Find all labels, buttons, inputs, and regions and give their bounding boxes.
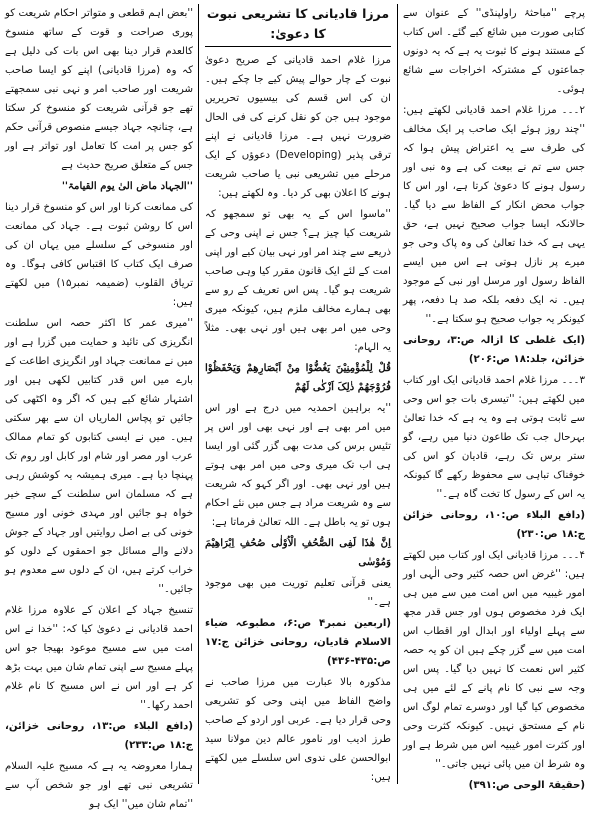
middle-column [205, 4, 391, 784]
paragraph: پرچے ''مباحثۂ راولپنڈی'' کے عنوان سے کتابی صورت میں شائع کیے گئے۔ اس کتاب کے مستند ہونے کا ثبوت یہ ہے کہ یہ دونوں جماعتوں کے مشترکہ اخراجات سے شائع ہوئی۔ [403, 8, 585, 95]
section-heading: مرزا قادیانی کا تشریعی نبوت کا دعویٰ: [205, 4, 391, 47]
paragraph: کی ممانعت کرنا اور اس کو منسوخ قرار دینا اس کا روشن ثبوت ہے۔ جہاد کی ممانعت اور منسوخی کے سلسلے میں یہاں ان کی صرف ایک کتاب کا اقتباس کافی ہوگا۔ وہ تریاق القلوب (ضمیمہ نمبر۱۵) میں لکھتے ہیں: [5, 202, 193, 308]
paragraph: مرزا غلام احمد قادیانی کے صریح دعویٰ نبوت کے چار حوالے پیش کیے جا چکے ہیں۔ ان کی اس قسم کی بیسیوں تحریریں موجود ہیں جن کو نقل کرنے کی فی الحال ضرورت نہیں ہے۔ مرزا قادیانی نے اپنے ترقی پذیر (Developing) دعوؤں کے ایک مرحلے میں تشریعی نبی یا صاحب شریعت ہونے کا اعلان بھی کر دیا۔ وہ لکھتے ہیں: [205, 55, 391, 199]
column-divider [397, 4, 398, 784]
quote-paragraph: ''بعض اہم قطعی و متواتر احکام شریعت کو پوری صراحت و قوت کے ساتھ منسوخ کالعدم قرار دینا بھی اس بات کی دلیل ہے کہ وہ (مرزا قادیانی) اپنے کو ایسا صاحب شریعت اور صاحب امر و نہی نبی سمجھتے تھے جو قرآنی شریعت کو منسوخ کر سکتا ہے، چنانچہ جہاد جیسے منصوص قرآنی حکم کو جس پر امت کا تعامل اور تواتر ہے اور جس کے متعلق صریح حدیث ہے [5, 8, 193, 171]
arabic-verse: اِنَّ ھٰذَا لَفِی الصُّحُفِ الْاُوْلٰی صُحُفِ اِبْرَاھِیْمَ وَمُوْسٰی [205, 537, 391, 568]
paragraph: ۴۔۔۔ مرزا قادیانی ایک اور کتاب میں لکھتے ہیں: ''غرض اس حصہ کثیر وحی الٰہی اور امور غیبیہ میں اس امت میں سے میں ہی ایک فرد مخصوص ہوں اور جس قدر مجھ سے پہلے اولیاء اور ابدال اور اقطاب اس امت میں سے گزر چکے ہیں ان کو یہ حصہ کثیر اس نعمت کا نہیں دیا گیا۔ پس اس وجہ سے نبی کا نام پانے کے لئے میں ہی مخصوص کیا گیا اور دوسرے تمام لوگ اس نام کے مستحق نہیں۔ کیونکہ کثرت وحی اور کثرت امور غیبیہ اس میں شرط ہے اور وہ شرط ان میں پائی نہیں جاتی۔'' [403, 550, 585, 770]
paragraph: مذکورہ بالا عبارت میں مرزا صاحب نے واضح الفاظ میں اپنی وحی کو تشریعی وحی قرار دیا ہے۔ عربی اور اردو کے صاحب طرز ادیب اور نامور عالم دین مولانا سید ابوالحسن علی ندوی اس سلسلے میں لکھتے ہیں: [205, 677, 391, 783]
citation: (ایک غلطی کا ازالہ ص:۳، روحانی خزائن، جلد:۱۸ ص:۲۰۶) [403, 335, 585, 365]
citation: (اربعین نمبر۴ ص:۶، مطبوعہ ضیاء الاسلام قادیان، روحانی خزائن ج:۱۷ ص:۴۳۵-۴۳۶) [205, 618, 391, 667]
paragraph: ۲۔۔۔ مرزا غلام احمد قادیانی لکھتے ہیں: ''چند روز ہوئے ایک صاحب پر ایک مخالف کی طرف سے یہ اعتراض پیش ہوا کہ جس سے تم نے بیعت کی ہے وہ نبی اور رسول ہونے کا دعویٰ کرتا ہے، اور اس کا جواب محض انکار کے الفاظ سے دیا گیا۔ حالانکہ ایسا جواب صحیح نہیں ہے، حق یہی ہے کہ خدا تعالیٰ کی وہ پاک وحی جو میرے پر نازل ہوتی ہے اس میں ایسے الفاظ رسول اور مرسل اور نبی کے موجود ہیں۔ نہ ایک دفعہ بلکہ صد ہا دفعہ، پھر کیونکر یہ جواب صحیح ہو سکتا ہے۔'' [403, 105, 585, 325]
citation: (حقیقۃ الوحی ص:۳۹۱) [468, 780, 585, 791]
quote-paragraph: ''میری عمر کا اکثر حصہ اس سلطنت انگریزی کی تائید و حمایت میں گزرا ہے اور میں نے ممانعت جہاد اور انگریزی اطاعت کے بارے میں اس قدر کتابیں لکھی ہیں اور اشتہار شائع کیے ہیں کہ اگر وہ اکٹھی کی جائیں تو پچاس الماریاں ان سے بھر سکتی ہیں۔ میں نے ایسی کتابوں کو تمام ممالک عرب اور مصر اور شام اور کابل اور روم تک پہنچا دیا ہے۔ میری ہمیشہ یہ کوشش رہی ہے کہ مسلمان اس سلطنت کے سچے خیر خواہ ہو جائیں اور مہدی خونی اور مسیح خونی کی بے اصل روایتیں اور جہاد کے جوش دلانے والے مسائل جو احمقوں کے دلوں کو خراب کرتے ہیں، ان کے دلوں سے معدوم ہو جائیں۔'' [5, 318, 193, 595]
citation: (دافع البلاء ص:۱۳، روحانی خزائن، ج:۱۸ ص:۲۳۳) [5, 721, 194, 751]
paragraph: تنسیخ جہاد کے اعلان کے علاوہ مرزا غلام احمد قادیانی نے دعویٰ کیا کہ: ''خدا نے اس امت میں سے مسیح موعود بھیجا جو اس پہلے مسیح سے اپنی تمام شان میں بہت بڑھ کر ہے اور اس نے اس مسیح کا نام غلام احمد رکھا۔'' [5, 605, 193, 711]
quote-paragraph: یعنی قرآنی تعلیم توریت میں بھی موجود ہے۔'' [205, 578, 391, 608]
right-column [403, 4, 586, 791]
column-divider [198, 4, 199, 784]
paragraph: ہمارا معروضہ یہ ہے کہ مسیح علیہ السلام تشریعی نبی تھے اور جو شخص آپ سے ''تمام شان میں'' ایک ہو [5, 761, 193, 810]
citation: (دافع البلاء ص:۱۰، روحانی خزائن ج:۱۸ ص:۲۳۰) [403, 510, 586, 540]
hadith-text: ''الجہاد ماض الیٰ یوم القیامۃ'' [61, 180, 193, 192]
paragraph: ۳۔۔۔ مرزا غلام احمد قادیانی ایک اور کتاب میں لکھتے ہیں: ''تیسری بات جو اس وحی سے ثابت ہوتی ہے وہ یہ ہے کہ خدا تعالیٰ بہرحال جب تک طاعون دنیا میں رہے، گو ستر برس تک رہے، قادیان کو اس کی خوفناک تباہی سے محفوظ رکھے گا کیونکہ یہ اس کے رسول کا تخت گاہ ہے۔'' [403, 375, 585, 500]
quote-paragraph: ''یہ براہین احمدیہ میں درج ہے اور اس میں امر بھی ہے اور نہی بھی اور اس پر تئیس برس کی مدت بھی گزر گئی اور ایسا ہی اب تک میری وحی میں امر بھی ہوتے ہیں اور نہی بھی۔ اور اگر کہو کہ شریعت سے وہ شریعت مراد ہے جس میں نئے احکام ہوں تو یہ باطل ہے۔ اللہ تعالیٰ فرماتا ہے: [205, 403, 391, 528]
left-column [5, 4, 194, 810]
arabic-verse: قُلْ لِلْمُؤْمِنِیْنَ یَغُضُّوْا مِنْ اَبْصَارِھِمْ وَیَحْفَظُوْا فُرُوْجَھُمْ ذٰلِکَ اَزْکٰی لَھُمْ [205, 362, 391, 393]
quote-paragraph: ''ماسوا اس کے یہ بھی تو سمجھو کہ شریعت کیا چیز ہے؟ جس نے اپنی وحی کے ذریعے سے چند امر اور نہی بیان کیے اور اپنی امت کے لئے ایک قانون مقرر کیا وہی صاحب شریعت ہو گیا۔ پس اس تعریف کے رو سے بھی ہمارے مخالف ملزم ہیں، کیونکہ میری وحی میں امر بھی ہیں اور نہی بھی۔ مثلاً یہ الہام: [205, 209, 391, 353]
